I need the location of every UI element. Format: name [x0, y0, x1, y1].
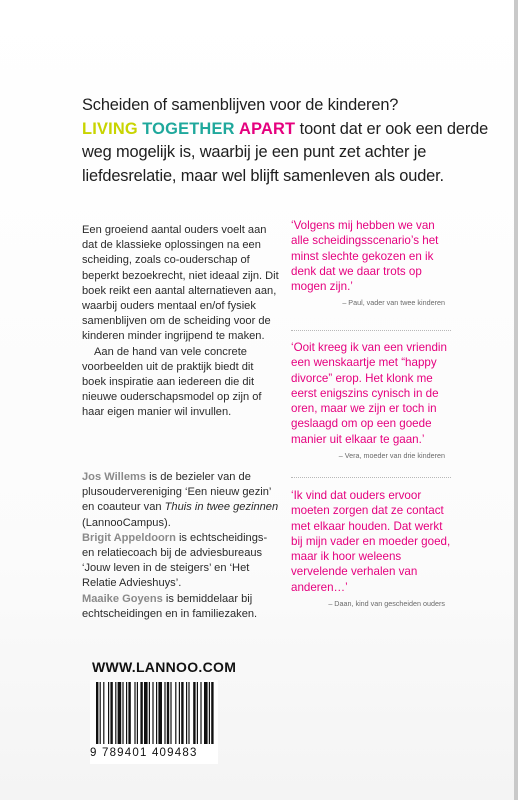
author-3-name: Maaike Goyens — [82, 592, 163, 605]
quote-2 — [291, 340, 451, 461]
quote-3-text: ‘Ik vind dat ouders ervoor moeten zorgen dat ze contact met elkaar houden. Dat werkt bij mijn vader en moeder goed, maar ik hoor weleens vervelende verhalen van anderen…’ — [291, 489, 451, 594]
quote-2-attribution: – Vera, moeder van drie kinderen — [338, 451, 445, 461]
bio-author-3: Maaike Goyens is bemiddelaar bij echtscheidingen en in familiezaken. — [82, 592, 258, 620]
quote-1-text: ‘Volgens mij hebben we van alle scheidingsscenario’s het minst slechte gekozen en ik denk dat we daar trots op mogen zijn.’ — [291, 219, 439, 294]
bio-author-2: Brigit Appeldoorn is echtscheidings- en relatiecoach bij de adviesbureaus ‘Jouw leven in de steigers’ en ‘Het Relatie Advieshuys’. — [82, 531, 268, 590]
intro-rest: toont dat er ook een derde weg mogelijk is, waarbij je een punt zet achter je liefdesrelatie, maar wel blijft samenleven als ouder. — [82, 119, 489, 185]
author-bios — [82, 470, 280, 622]
description-paragraph-1: Een groeiend aantal ouders voelt aan dat de klassieke oplossingen na een scheiding, zoals co-ouderschap of beperkt bezoekrecht, niet ideaal zijn. Dit boek reikt een aantal alternatieven aan, waarbij ouders mentaal en/of fysiek samenblijven om de scheiding voor de kinderen minder ingrijpend te maken. — [82, 224, 279, 343]
publisher-website: WWW.LANNOO.COM — [92, 659, 237, 675]
quote-2-text: ‘Ooit kreeg ik van een vriendin een wenskaartje met “happy divorce” erop. Het klonk me eerst enigszins cynisch in de oren, maar we zijn er toch in geslaagd om op een goede manier uit elkaar te gaan.’ — [291, 341, 447, 446]
intro-blurb — [82, 94, 492, 188]
author-1-name: Jos Willems — [82, 471, 147, 483]
author-2-name: Brigit Appeldoorn — [82, 531, 176, 544]
quote-1-attribution: – Paul, vader van twee kinderen — [342, 298, 445, 308]
description-paragraph-2: Aan de hand van vele concrete voorbeelden uit de praktijk biedt dit boek inspiratie aan iedereen die dit nieuwe ouderschapsmodel op zijn of haar eigen manier wil invullen. — [82, 345, 262, 419]
quote-3 — [291, 488, 451, 609]
description-column — [82, 223, 280, 421]
title-word-together: TOGETHER — [142, 119, 235, 138]
quote-3-attribution: – Daan, kind van gescheiden ouders — [328, 599, 445, 609]
isbn-number: 9 789401 409483 — [90, 747, 198, 759]
bio-author-1: Jos Willems is de bezieler van de plusoudervereniging ‘Een nieuw gezin’ en coauteur van Thuis in twee gezinnen (LannooCampus). — [82, 471, 279, 529]
title-word-living: LIVING — [82, 119, 138, 138]
barcode-bars — [90, 680, 218, 746]
intro-question: Scheiden of samenblijven voor de kinderen? — [82, 96, 399, 114]
quote-divider-2 — [291, 477, 451, 478]
quote-divider-1 — [291, 330, 451, 331]
title-word-apart: APART — [239, 119, 296, 138]
book-title: Thuis in twee gezinnen — [164, 501, 279, 514]
quote-1 — [291, 218, 451, 308]
